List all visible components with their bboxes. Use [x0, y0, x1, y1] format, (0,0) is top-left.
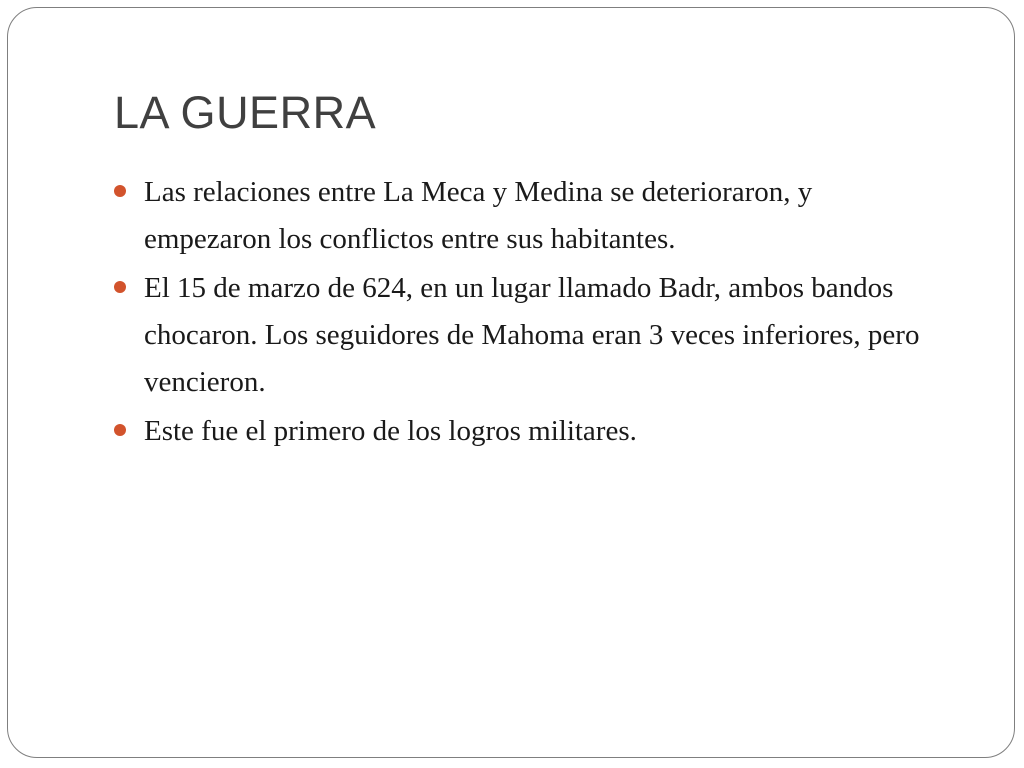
- bullet-item: [114, 169, 944, 263]
- bullet-dot-icon: [114, 185, 126, 197]
- bullet-text: Las relaciones entre La Meca y Medina se deterioraron, y empezaron los conflictos entre sus habitantes.: [144, 176, 813, 255]
- bullet-dot-icon: [114, 424, 126, 436]
- bullet-list: [114, 169, 944, 457]
- bullet-text: Este fue el primero de los logros militares.: [144, 415, 637, 447]
- bullet-text: El 15 de marzo de 624, en un lugar llamado Badr, ambos bandos chocaron. Los seguidores de Mahoma eran 3 veces inferiores, pero vencieron.: [144, 272, 920, 398]
- bullet-item: [114, 408, 944, 455]
- bullet-item: [114, 265, 944, 406]
- bullet-dot-icon: [114, 281, 126, 293]
- slide-title: LA GUERRA: [114, 87, 377, 138]
